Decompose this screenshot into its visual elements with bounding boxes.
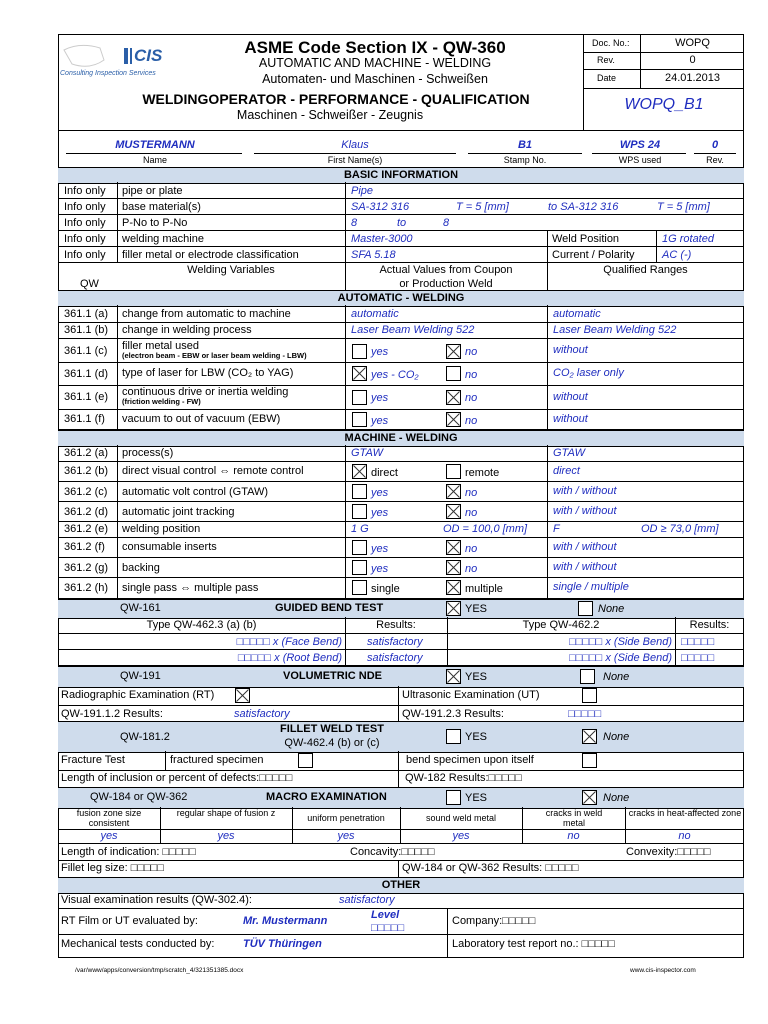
other-header <box>58 877 744 894</box>
operator-name: MUSTERMANN <box>115 139 195 151</box>
tracking-no-label: no <box>465 507 478 519</box>
macro-head-2: regular shape of fusion z <box>176 808 276 818</box>
macro-none-checkbox[interactable] <box>582 790 597 805</box>
weld-position-label: Weld Position <box>552 233 620 245</box>
side-bend-count-1: □□□□□ x (Side Bend) <box>569 636 672 648</box>
machine-welding-header <box>58 430 744 447</box>
tracking-range: with / without <box>553 505 617 517</box>
qw-head: QW <box>80 278 99 290</box>
remote-label: remote <box>465 467 500 479</box>
company: Company:□□□□□ <box>452 915 536 927</box>
volumetric-title: VOLUMETRIC NDE <box>283 670 382 682</box>
macro-value-4: yes <box>452 830 470 842</box>
inserts-no-label: no <box>465 543 478 555</box>
filler-yes-label: yes <box>371 346 389 358</box>
volumetric-code: QW-191 <box>120 670 161 682</box>
inserts-yes-label: yes <box>371 543 389 555</box>
macro-title: MACRO EXAMINATION <box>266 791 387 803</box>
auto-to-machine-range: automatic <box>553 308 601 320</box>
volt-yes-label: yes <box>371 487 389 499</box>
info-only-4: Info only <box>64 233 106 245</box>
tracking-yes-label: yes <box>371 507 389 519</box>
concavity: Concavity:□□□□□ <box>350 846 435 858</box>
mechanical-tests-value: TÜV Thüringen <box>243 938 322 950</box>
doc-no-label: Doc. No.: <box>592 38 630 48</box>
rt-results-value: satisfactory <box>234 708 290 720</box>
code-361-1c: 361.1 (c) <box>64 345 108 357</box>
vacuum-yes-label: yes <box>371 415 389 427</box>
welding-position-range-od: OD ≥ 73,0 [mm] <box>641 523 719 535</box>
drive-label: continuous drive or inertia welding <box>122 386 289 398</box>
welding-position-range: F <box>553 523 560 535</box>
volumetric-yes-checkbox[interactable] <box>446 669 461 684</box>
drive-no-label: no <box>465 392 478 404</box>
auto-to-machine-label: change from automatic to machine <box>122 308 291 320</box>
process-value: GTAW <box>351 447 383 459</box>
other-title: OTHER <box>381 879 421 891</box>
visual-exam-value: satisfactory <box>339 894 395 906</box>
macro-value-2: yes <box>217 830 235 842</box>
auto-to-machine-value: automatic <box>351 308 399 320</box>
fillet-yes-checkbox[interactable] <box>446 729 461 744</box>
filler-label: filler metal or electrode classification <box>122 249 299 261</box>
wps-label: WPS used <box>618 155 662 165</box>
pno-to-word: to <box>397 217 407 229</box>
stamp-no: B1 <box>517 139 533 151</box>
process-label: process(s) <box>122 447 174 459</box>
doc-subtitle-2: Automaten- und Maschinen - Schweißen <box>262 72 488 86</box>
doc-main-title-de: Maschinen - Schweißer - Zeugnis <box>236 108 424 122</box>
code-361-2e: 361.2 (e) <box>64 523 109 535</box>
drive-no-checkbox[interactable] <box>446 390 461 405</box>
pipe-plate-value: Pipe <box>351 185 374 197</box>
volumetric-none-checkbox[interactable] <box>580 669 595 684</box>
first-name-label: First Name(s) <box>327 155 383 165</box>
bend-results-1: Results: <box>376 619 416 631</box>
backing-no-label: no <box>465 563 478 575</box>
vacuum-range: without <box>553 413 588 425</box>
vacuum-label: vacuum to out of vacuum (EBW) <box>122 413 281 425</box>
polarity-label: Current / Polarity <box>552 249 635 261</box>
inclusion-length: Length of inclusion or percent of defects:□□□□□ <box>61 772 293 784</box>
macro-value-3: yes <box>337 830 355 842</box>
doc-main-title: WELDINGOPERATOR - PERFORMANCE - QUALIFICATION <box>142 91 530 107</box>
info-only-3: Info only <box>64 217 106 229</box>
filler-no-label: no <box>465 346 478 358</box>
weld-position-value: 1G rotated <box>662 233 714 245</box>
side-bend-count-2: □□□□□ x (Side Bend) <box>569 652 672 664</box>
logo-subtitle: Consulting Inspection Services <box>60 70 156 77</box>
volt-no-label: no <box>465 487 478 499</box>
single-pass-checkbox[interactable] <box>352 580 367 595</box>
code-361-2g: 361.2 (g) <box>64 562 109 574</box>
root-bend-result: satisfactory <box>367 652 423 664</box>
automatic-welding-header <box>58 290 744 307</box>
stamp-label: Stamp No. <box>503 155 547 165</box>
wps-used: WPS 24 <box>619 139 661 151</box>
vacuum-yes-checkbox[interactable] <box>352 412 367 427</box>
name-label: Name <box>142 155 167 165</box>
volumetric-nde-header <box>58 666 744 688</box>
machine-label: welding machine <box>122 233 204 245</box>
date-label: Date <box>597 73 617 83</box>
code-361-2b: 361.2 (b) <box>64 465 109 477</box>
inserts-no-checkbox[interactable] <box>446 540 461 555</box>
pno-from: 8 <box>351 217 358 229</box>
face-bend-count: □□□□□ x (Face Bend) <box>236 636 342 648</box>
code-361-1a: 361.1 (a) <box>64 308 109 320</box>
bend-none-label: None <box>598 603 625 615</box>
footer-website: www.cis-inspector.com <box>630 967 696 974</box>
process-change-label: change in welding process <box>122 324 252 336</box>
fillet-yes-label: YES <box>465 731 488 743</box>
bend-yes-checkbox[interactable] <box>446 601 461 616</box>
actual-values-head-1: Actual Values from Coupon <box>379 264 513 276</box>
visual-control-range: direct <box>553 465 580 477</box>
lab-report: Laboratory test report no.: □□□□□ <box>452 938 615 950</box>
info-only-1: Info only <box>64 185 106 197</box>
pipe-plate-label: pipe or plate <box>122 185 183 197</box>
fillet-none-label: None <box>603 731 630 743</box>
info-only-5: Info only <box>64 249 106 261</box>
welding-variables-head: Welding Variables <box>187 264 275 276</box>
rt-evaluated-label: RT Film or UT evaluated by: <box>61 915 198 927</box>
filler-range: without <box>553 344 588 356</box>
joint-tracking-label: automatic joint tracking <box>122 506 235 518</box>
info-only-2: Info only <box>64 201 106 213</box>
macro-none-label: None <box>603 792 630 804</box>
bend-type-2: Type QW-462.2 <box>522 619 600 631</box>
tracking-no-checkbox[interactable] <box>446 504 461 519</box>
macro-value-1: yes <box>100 830 118 842</box>
rev-label: Rev. <box>597 55 615 65</box>
multiple-pass-checkbox[interactable] <box>446 580 461 595</box>
inserts-yes-checkbox[interactable] <box>352 540 367 555</box>
automatic-welding-title: AUTOMATIC - WELDING <box>337 292 465 304</box>
single-pass-label: single <box>371 583 400 595</box>
code-361-1e: 361.1 (e) <box>64 391 109 403</box>
ut-checkbox[interactable] <box>582 688 597 703</box>
volt-yes-checkbox[interactable] <box>352 484 367 499</box>
logo-text: CIS <box>134 46 163 65</box>
filler-value: SFA 5.18 <box>351 249 396 261</box>
backing-yes-label: yes <box>371 563 389 575</box>
code-361-1f: 361.1 (f) <box>64 413 105 425</box>
bend-test-code: QW-161 <box>120 602 161 614</box>
volt-control-label: automatic volt control (GTAW) <box>122 486 269 498</box>
footer-path: /var/www/apps/conversion/tmp/scratch_4/321351385.docx <box>75 967 244 974</box>
inserts-range: with / without <box>553 541 617 553</box>
bend-none-checkbox[interactable] <box>578 601 593 616</box>
level-value: □□□□□ <box>371 922 405 934</box>
drive-yes-checkbox[interactable] <box>352 390 367 405</box>
base-thickness-1: T = 5 [mm] <box>456 201 509 213</box>
visual-control-label: direct visual control ⇔ remote control <box>122 465 304 477</box>
welding-position-value: 1 G <box>351 523 369 535</box>
pno-to: 8 <box>443 217 450 229</box>
wps-rev: 0 <box>711 139 719 151</box>
volumetric-yes-label: YES <box>465 671 488 683</box>
doc-title: ASME Code Section IX - QW-360 <box>244 38 506 57</box>
laser-no-checkbox[interactable] <box>446 366 461 381</box>
face-bend-result: satisfactory <box>367 636 423 648</box>
bend-test-title: GUIDED BEND TEST <box>275 602 384 614</box>
operator-first-name: Klaus <box>341 139 369 151</box>
volt-no-checkbox[interactable] <box>446 484 461 499</box>
code-361-2f: 361.2 (f) <box>64 541 105 553</box>
bend-results-2: Results: <box>689 619 730 631</box>
basic-info-header <box>58 167 744 184</box>
date-value: 24.01.2013 <box>664 72 721 84</box>
macro-head-3: uniform penetration <box>307 813 385 823</box>
fillet-subtitle: QW-462.4 (b) or (c) <box>284 737 380 749</box>
direct-label: direct <box>371 467 398 479</box>
macro-results: QW-184 or QW-362 Results: □□□□□ <box>402 862 579 874</box>
base-material-2: to SA-312 316 <box>548 201 619 213</box>
convexity: Convexity:□□□□□ <box>626 846 711 858</box>
macro-head-1: fusion zone size consistent <box>76 808 142 828</box>
polarity-value: AC (-) <box>662 249 692 261</box>
bend-yes-label: YES <box>465 603 488 615</box>
backing-label: backing <box>122 562 160 574</box>
pno-label: P-No to P-No <box>122 217 188 229</box>
basic-info-title: BASIC INFORMATION <box>343 169 459 181</box>
rt-checkbox[interactable] <box>235 688 250 703</box>
laser-yes-checkbox[interactable] <box>352 366 367 381</box>
pass-label: single pass ⇔ multiple pass <box>122 582 259 594</box>
mechanical-tests-label: Mechanical tests conducted by: <box>61 938 215 950</box>
process-change-value: Laser Beam Welding 522 <box>351 324 475 336</box>
machine-value: Master-3000 <box>351 233 413 245</box>
base-thickness-2: T = 5 [mm] <box>657 201 710 213</box>
fillet-leg-size: Fillet leg size: □□□□□ <box>61 862 164 874</box>
rt-results-label: QW-191.1.2 Results: <box>61 708 163 720</box>
filler-used-sub: (electron beam - EBW or laser beam welding - LBW) <box>122 351 307 360</box>
tracking-yes-checkbox[interactable] <box>352 504 367 519</box>
drive-sub: (friction welding - FW) <box>122 397 201 406</box>
laser-type-label: type of laser for LBW (CO₂ to YAG) <box>122 367 294 379</box>
code-361-1d: 361.1 (d) <box>64 368 109 380</box>
laser-no-label: no <box>465 369 478 381</box>
document-id: WOPQ_B1 <box>624 96 704 113</box>
laser-yes-label: yes - CO₂ <box>371 369 419 381</box>
level-label: Level <box>371 909 400 921</box>
code-361-2h: 361.2 (h) <box>64 582 109 594</box>
rt-evaluated-value: Mr. Mustermann <box>243 915 328 927</box>
rt-label: Radiographic Examination (RT) <box>61 689 215 701</box>
welding-position-label: welding position <box>122 523 201 535</box>
fracture-test-label: Fracture Test <box>61 754 125 766</box>
volt-range: with / without <box>553 485 617 497</box>
fractured-specimen-checkbox[interactable] <box>298 753 313 768</box>
inserts-label: consumable inserts <box>122 541 217 553</box>
ut-label: Ultrasonic Examination (UT) <box>402 689 540 701</box>
visual-exam-label: Visual examination results (QW-302.4): <box>61 894 252 906</box>
bend-specimen-label: bend specimen upon itself <box>406 754 534 766</box>
qualified-ranges-head: Qualified Ranges <box>603 264 688 276</box>
backing-no-checkbox[interactable] <box>446 560 461 575</box>
macro-yes-label: YES <box>465 792 488 804</box>
vacuum-no-checkbox[interactable] <box>446 412 461 427</box>
code-361-1b: 361.1 (b) <box>64 324 109 336</box>
bend-specimen-checkbox[interactable] <box>582 753 597 768</box>
qw182-results: QW-182 Results:□□□□□ <box>405 772 522 784</box>
doc-subtitle-1: AUTOMATIC AND MACHINE - WELDING <box>258 56 492 70</box>
macro-head-4: sound weld metal <box>425 813 497 823</box>
drive-yes-label: yes <box>371 392 389 404</box>
ut-results-label: QW-191.2.3 Results: <box>402 708 504 720</box>
macro-value-5: no <box>567 830 580 842</box>
macro-yes-checkbox[interactable] <box>446 790 461 805</box>
remote-checkbox[interactable] <box>446 464 461 479</box>
drive-range: without <box>553 391 588 403</box>
fillet-none-checkbox[interactable] <box>582 729 597 744</box>
side-bend-result-1: □□□□□ <box>681 636 715 648</box>
process-range: GTAW <box>553 447 585 459</box>
side-bend-result-2: □□□□□ <box>681 652 715 664</box>
macro-code: QW-184 or QW-362 <box>90 791 188 803</box>
rev-value: 0 <box>689 54 696 66</box>
macro-head-6: cracks in heat-affected zone <box>628 808 742 818</box>
macro-value-6: no <box>678 830 691 842</box>
volumetric-none-label: None <box>603 671 630 683</box>
base-material-label: base material(s) <box>122 201 201 213</box>
ut-results-value: □□□□□ <box>568 708 602 720</box>
pass-range: single / multiple <box>553 581 629 593</box>
actual-values-head-2: or Production Weld <box>399 278 493 290</box>
fillet-code: QW-181.2 <box>120 731 170 743</box>
bend-test-header <box>58 599 744 619</box>
filler-used-label: filler metal used <box>122 340 200 352</box>
cis-logo <box>60 40 180 84</box>
fillet-title: FILLET WELD TEST <box>280 723 384 735</box>
direct-checkbox[interactable] <box>352 464 367 479</box>
multiple-pass-label: multiple <box>465 583 503 595</box>
bend-type-1: Type QW-462.3 (a) (b) <box>146 619 257 631</box>
macro-head-5: cracks in weld metal <box>545 808 603 828</box>
backing-range: with / without <box>553 561 617 573</box>
backing-yes-checkbox[interactable] <box>352 560 367 575</box>
doc-no-value: WOPQ <box>675 37 710 49</box>
root-bend-count: □□□□□ x (Root Bend) <box>237 652 342 664</box>
code-361-2d: 361.2 (d) <box>64 506 109 518</box>
filler-yes-checkbox[interactable] <box>352 344 367 359</box>
vacuum-no-label: no <box>465 415 478 427</box>
base-material-1: SA-312 316 <box>351 201 410 213</box>
indication-length: Length of indication: □□□□□ <box>61 846 196 858</box>
code-361-2a: 361.2 (a) <box>64 447 109 459</box>
code-361-2c: 361.2 (c) <box>64 486 108 498</box>
welding-position-od: OD = 100,0 [mm] <box>443 523 528 535</box>
laser-range: CO₂ laser only <box>553 367 624 379</box>
filler-no-checkbox[interactable] <box>446 344 461 359</box>
rev-col-label: Rev. <box>706 155 724 165</box>
fractured-specimen-label: fractured specimen <box>170 754 264 766</box>
machine-welding-title: MACHINE - WELDING <box>344 432 458 444</box>
process-change-range: Laser Beam Welding 522 <box>553 324 677 336</box>
